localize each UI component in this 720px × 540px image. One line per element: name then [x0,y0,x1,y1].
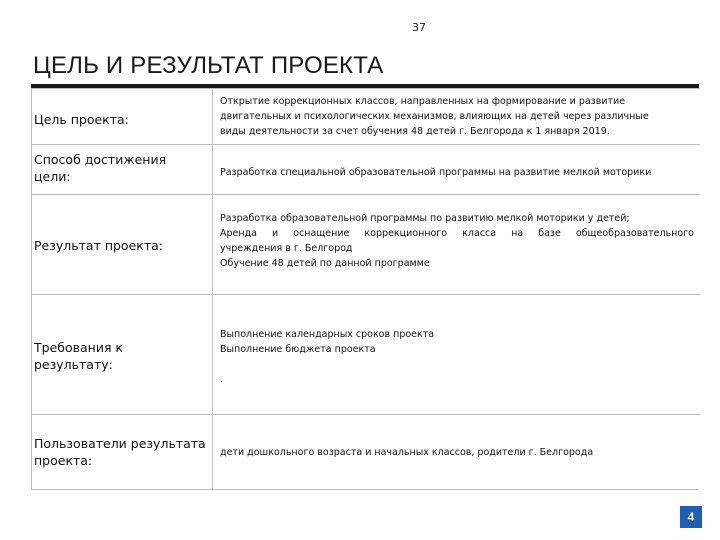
goal-line: двигательных и психологических механизмов, влияющих на детей через различные [220,111,649,122]
result-label: Результат проекта: [34,238,163,253]
page-title: ЦЕЛЬ И РЕЗУЛЬТАТ ПРОЕКТА [33,52,384,79]
column-divider [212,89,213,144]
requirements-label: Требования к результату: [34,340,123,372]
table-row-goal [32,88,700,144]
requirements-line [220,357,694,372]
goal-value [220,94,694,139]
method-line: Разработка специальной образовательной программы на развитие мелкой моторики [220,167,652,178]
slide-number-badge: 4 [680,506,702,528]
result-value [220,211,694,271]
column-divider [212,295,213,414]
requirements-line: . [220,374,224,385]
users-line: дети дошкольного возраста и начальных классов, родители г. Белгорода [220,447,594,458]
column-divider [212,415,213,490]
result-line: Обучение 48 детей по данной программе [220,258,430,269]
requirements-line: Выполнение календарных сроков проекта [220,329,435,340]
table-row-method [32,144,700,194]
column-divider [212,195,213,294]
goal-label: Цель проекта: [34,112,129,127]
table-row-requirements [32,294,700,414]
users-value [220,445,694,460]
result-line: Аренда и оснащение коррекционного класса на базе общеобразовательного [220,228,694,239]
project-table [31,88,699,490]
column-divider [212,145,213,194]
goal-line: виды деятельности за счет обучения 48 детей г. Белгорода к 1 января 2019. [220,126,610,137]
goal-line: Открытие коррекционных классов, направленных на формирование и развитие [220,96,626,107]
result-line: Разработка образовательной программы по развитию мелкой моторики у детей; [220,213,630,224]
requirements-line: Выполнение бюджета проекта [220,344,376,355]
table-row-result [32,194,700,294]
page-number: 37 [412,21,426,34]
table-row-users [32,414,700,490]
users-label: Пользователи результата проекта: [34,436,206,468]
requirements-value [220,327,694,387]
method-value [220,165,694,180]
method-label: Способ достижения цели: [34,152,167,184]
result-line: учреждения в г. Белгород [220,243,353,254]
